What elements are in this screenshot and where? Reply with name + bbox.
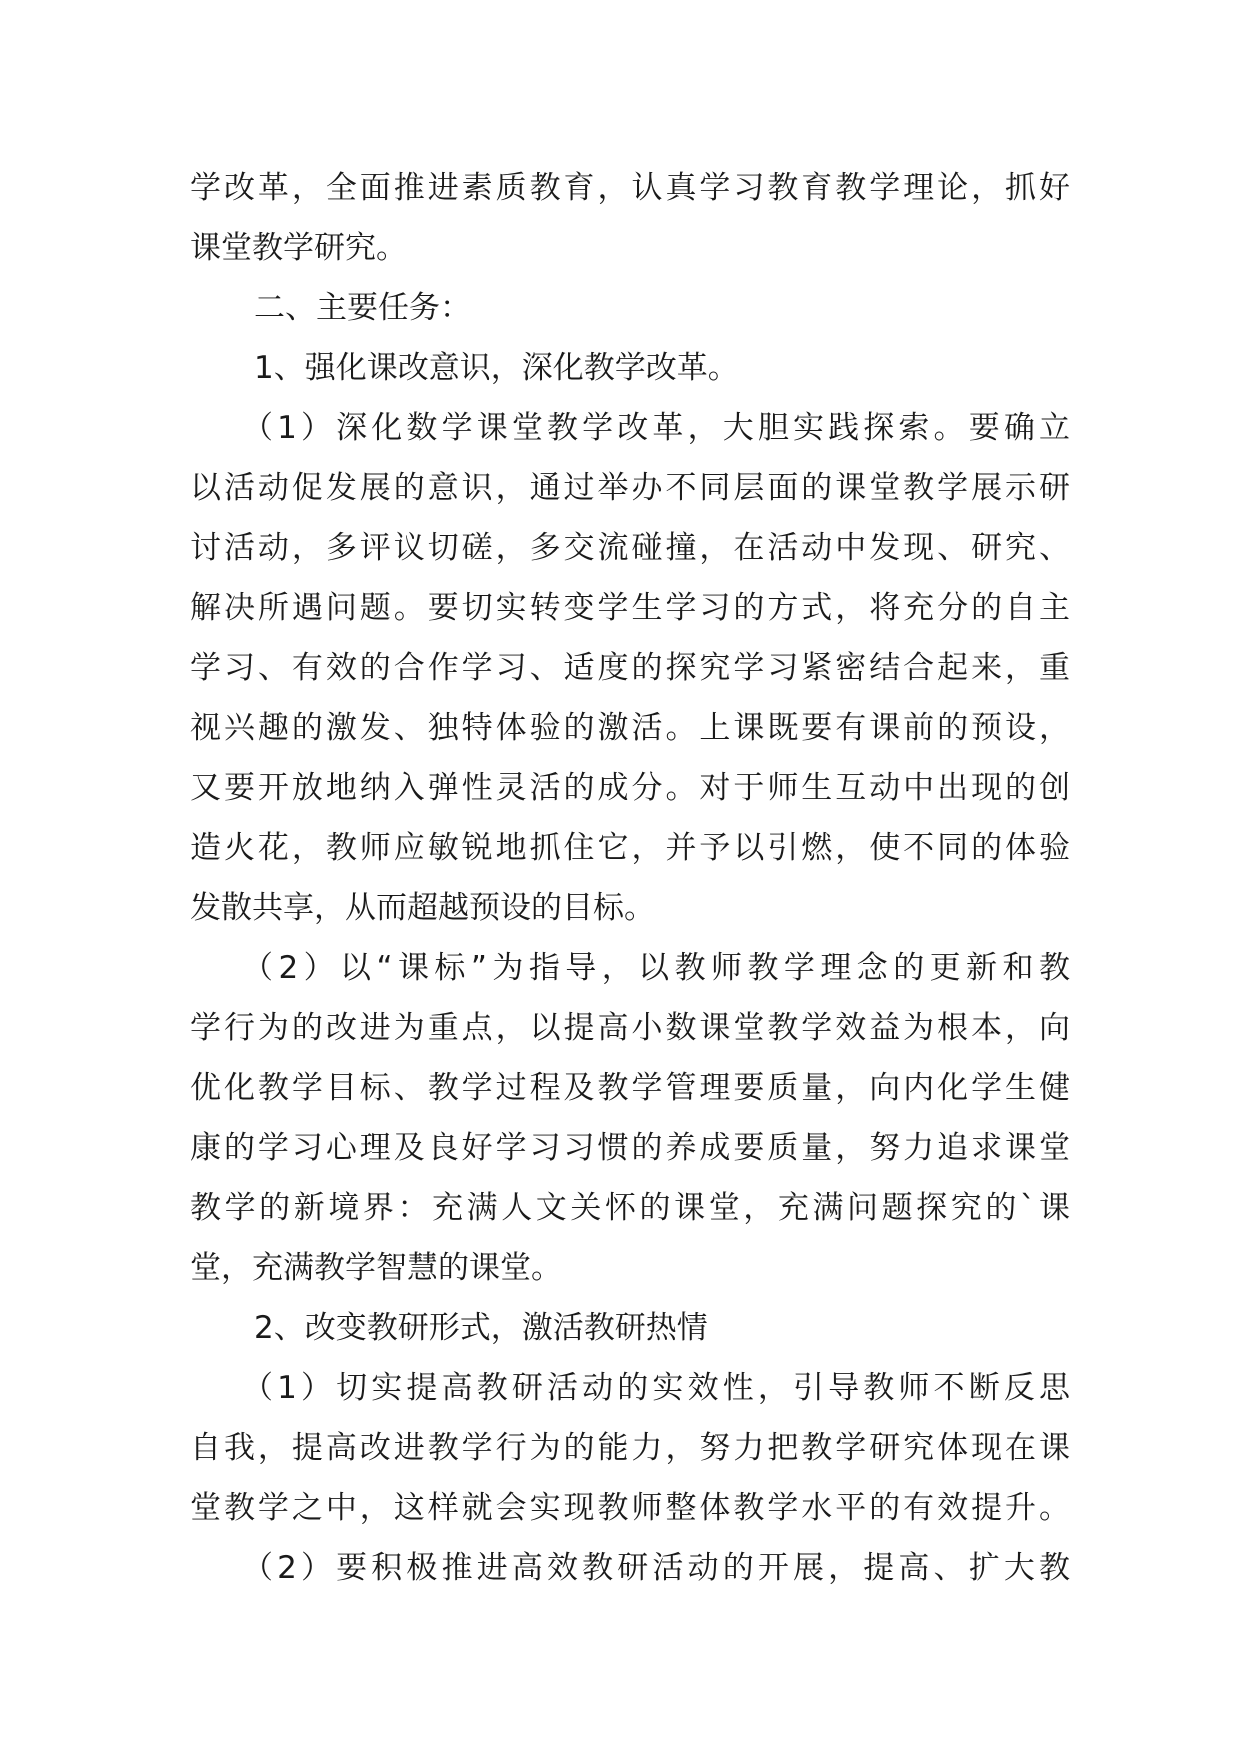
document-body xyxy=(190,158,1070,1598)
text-line: （2）以“课标”为指导，以教师教学理念的更新和教 xyxy=(242,950,1070,986)
text-line: 讨活动，多评议切磋，多交流碰撞，在活动中发现、研究、 xyxy=(190,530,1070,566)
text-line: 康的学习心理及良好学习习惯的养成要质量，努力追求课堂 xyxy=(190,1130,1070,1166)
text-line: （1）切实提高教研活动的实效性，引导教师不断反思 xyxy=(242,1370,1070,1406)
text-line: 又要开放地纳入弹性灵活的成分。对于师生互动中出现的创 xyxy=(190,770,1070,806)
subsection-heading: 1、强化课改意识，深化教学改革。 xyxy=(254,350,739,386)
text-line: 发散共享，从而超越预设的目标。 xyxy=(190,890,655,926)
text-line: 优化教学目标、教学过程及教学管理要质量，向内化学生健 xyxy=(190,1070,1070,1106)
subsection-heading: 2、改变教研形式，激活教研热情 xyxy=(254,1310,708,1346)
text-line: 以活动促发展的意识，通过举办不同层面的课堂教学展示研 xyxy=(190,470,1070,506)
text-line: （1）深化数学课堂教学改革，大胆实践探索。要确立 xyxy=(242,410,1070,446)
text-line: 学行为的改进为重点，以提高小数课堂教学效益为根本，向 xyxy=(190,1010,1070,1046)
text-line: 学改革，全面推进素质教育，认真学习教育教学理论，抓好 xyxy=(190,170,1070,206)
text-line: 造火花，教师应敏锐地抓住它，并予以引燃，使不同的体验 xyxy=(190,830,1070,866)
text-line: 堂，充满教学智慧的课堂。 xyxy=(190,1250,562,1286)
text-line: 教学的新境界：充满人文关怀的课堂，充满问题探究的`课 xyxy=(190,1190,1070,1226)
text-line: 学习、有效的合作学习、适度的探究学习紧密结合起来，重 xyxy=(190,650,1070,686)
text-line: 视兴趣的激发、独特体验的激活。上课既要有课前的预设， xyxy=(190,710,1070,746)
text-line: 自我，提高改进教学行为的能力，努力把教学研究体现在课 xyxy=(190,1430,1070,1466)
section-heading: 二、主要任务： xyxy=(254,290,471,326)
text-line: （2）要积极推进高效教研活动的开展，提高、扩大教 xyxy=(242,1550,1070,1586)
text-line: 解决所遇问题。要切实转变学生学习的方式，将充分的自主 xyxy=(190,590,1070,626)
text-line: 堂教学之中，这样就会实现教师整体教学水平的有效提升。 xyxy=(190,1490,1070,1526)
text-line: 课堂教学研究。 xyxy=(190,230,407,266)
